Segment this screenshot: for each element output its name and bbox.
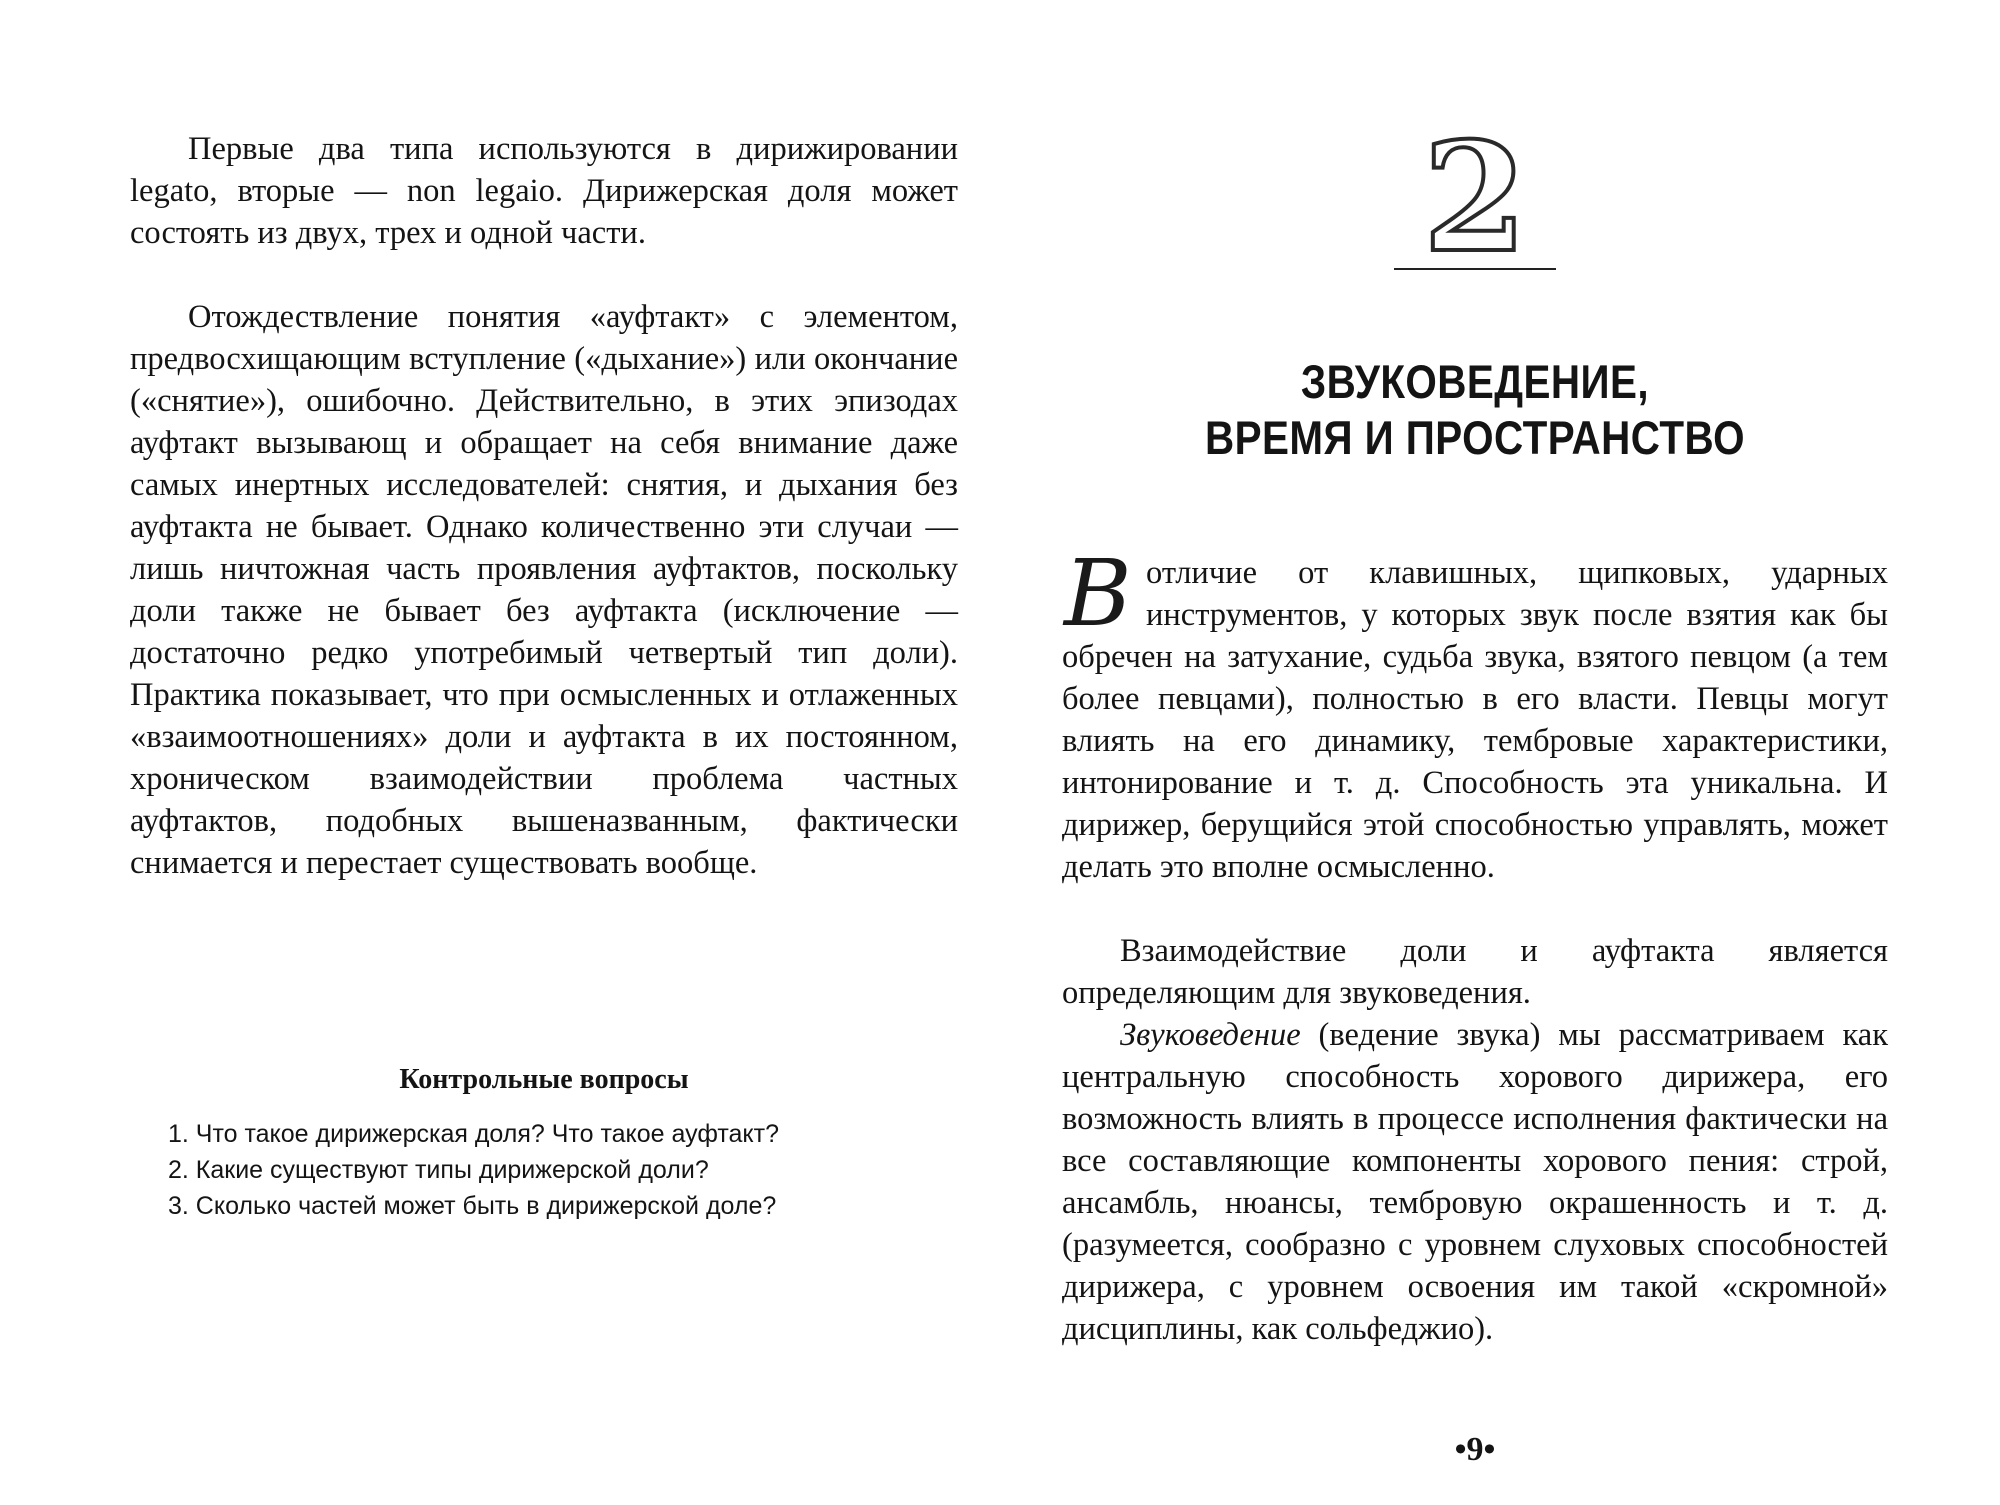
- drop-cap: В: [1064, 540, 1132, 647]
- list-item: 3. Сколько частей может быть в дирижерской доле?: [168, 1192, 777, 1220]
- paragraph-text: (ведение звука) мы рассматриваем как центральную способность хорового дирижера, его возможность влиять в процессе исполнения фактически на все составляющие компоненты хорового пения: строй, ансамбль, нюансы, тембровую окрашенность и т. д. (разумеется, сообразно с уровнем слуховых способностей дирижера, с уровнем освоения им такой «скромной» дисциплины, как сольфеджио).: [1062, 1017, 1888, 1347]
- chapter-title: [1120, 354, 1830, 466]
- list-item: 1. Что такое дирижерская доля? Что такое ауфтакт?: [168, 1120, 779, 1148]
- paragraph: [1062, 540, 1888, 888]
- chapter-rule-divider: [1394, 268, 1556, 270]
- paragraph: Первые два типа используются в дирижировании legato, вторые — non legaio. Дирижерская доля может состоять из двух, трех и одной части.: [130, 131, 958, 251]
- review-questions-heading: Контрольные вопросы: [399, 1064, 689, 1095]
- list-item: 2. Какие существуют типы дирижерской доли?: [168, 1156, 709, 1184]
- term-emphasis: Звуковедение: [1120, 1017, 1301, 1053]
- paragraph-text: отличие от клавишных, щипковых, ударных инструментов, у которых звук после взятия как бы обречен на затухание, судьба звука, взятого певцом (а тем более певцами), полностью в его власти. Певцы могут влиять на его динамику, тембровые характеристики, интонирование и т. д. Способность эта уникальна. И дирижер, берущийся этой способностью управлять, может делать это вполне осмысленно.: [1062, 555, 1888, 885]
- chapter-title-line: ЗВУКОВЕДЕНИЕ,: [1300, 355, 1650, 408]
- chapter-title-line: ВРЕМЯ И ПРОСТРАНСТВО: [1204, 411, 1746, 464]
- chapter-number: 2: [1422, 110, 1528, 286]
- paragraph: Взаимодействие доли и ауфтакта является определяющим для звуковедения.: [1062, 933, 1888, 1011]
- paragraph: [1062, 1014, 1888, 1350]
- page-number: •9•: [1454, 1431, 1496, 1468]
- paragraph: Отождествление понятия «ауфтакт» с элементом, предвосхищающим вступление («дыхание») или окончание («снятие»), ошибочно. Действительно, в этих эпизодах ауфтакт вызывающ и обращает на себя внимание даже самых инертных исследователей: снятия, и дыхания без ауфтакта не бывает. Однако количественно эти случаи — лишь ничтожная часть проявления ауфтактов, поскольку доли также не бывает без ауфтакта (исключение — достаточно редко употребимый четвертый тип доли). Практика показывает, что при осмысленных и отлаженных «взаимоотношениях» доли и ауфтакта в их постоянном, хроническом взаимодействии проблема частных ауфтактов, подобных вышеназванным, фактически снимается и перестает существовать вообще.: [130, 299, 958, 881]
- review-questions-list: [168, 1116, 968, 1224]
